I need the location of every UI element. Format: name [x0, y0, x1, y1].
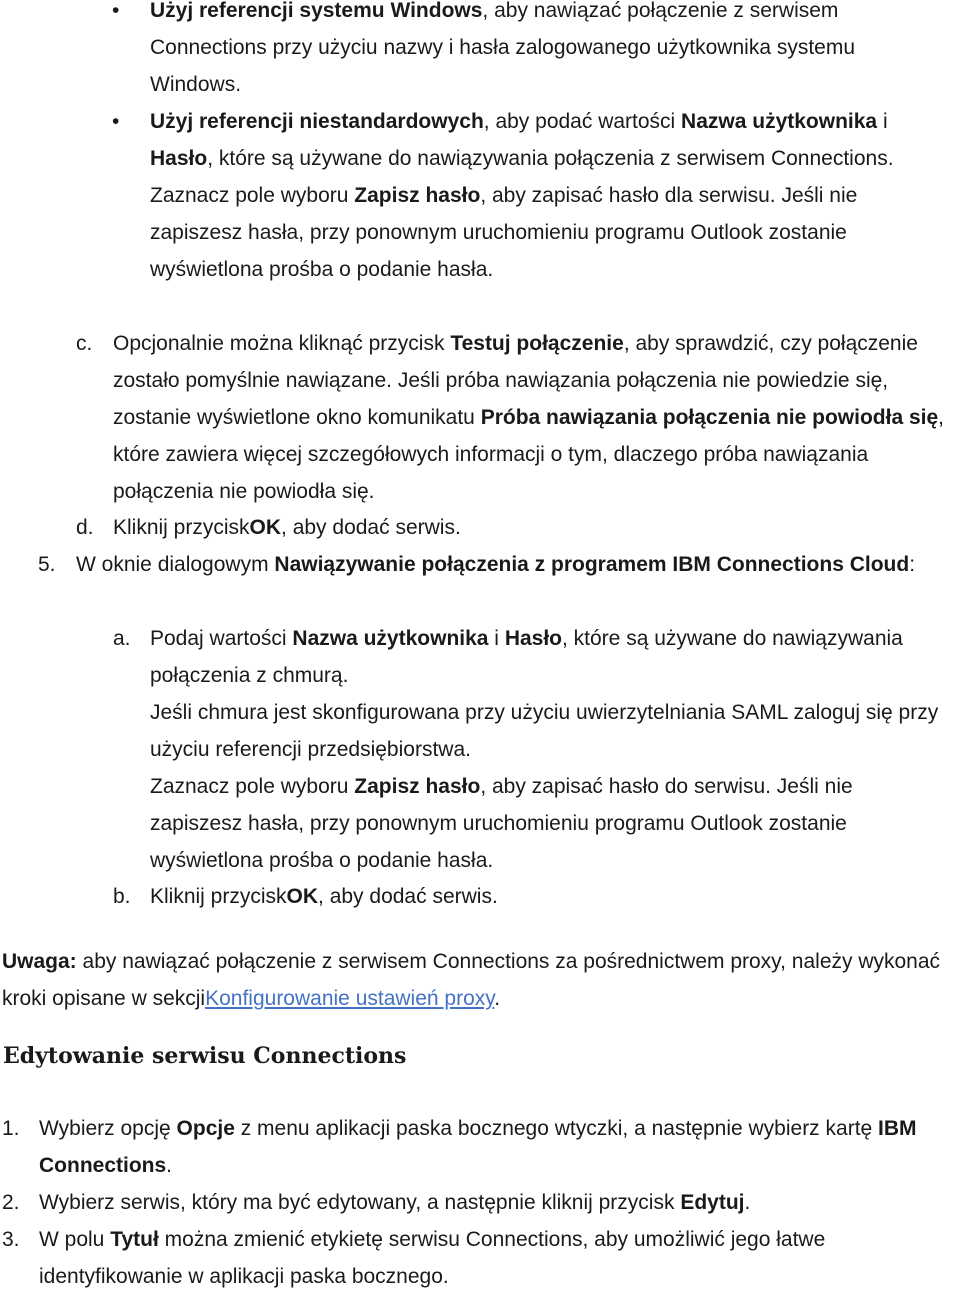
bullet-text: Użyj referencji systemu Windows, aby nawiązać połączenie z serwisem Connections przy użyciu nazwy i hasła zalogowanego użytkownika systemu Windows. — [150, 0, 856, 96]
step-text: Podaj wartości Nazwa użytkownika i Hasło, które są używane do nawiązywania połączenia z chmurą. — [150, 627, 903, 687]
step-marker: c. — [76, 332, 93, 355]
step-text: Wybierz opcję Opcje z menu aplikacji paska bocznego wtyczki, a następnie wybierz kartę IBM Connections. — [39, 1117, 917, 1177]
step-c — [0, 325, 960, 510]
step-text: W oknie dialogowym Nawiązywanie połączenia z programem IBM Connections Cloud: — [76, 553, 916, 576]
step-subparagraph: Zaznacz pole wyboru Zapisz hasło, aby zapisać hasło do serwisu. Jeśli nie zapiszesz hasła, przy ponownym uruchomieniu programu Outlook zostanie wyświetlona prośba o podanie hasła. — [150, 775, 853, 872]
proxy-settings-link[interactable]: Konfigurowanie ustawień proxy — [205, 987, 495, 1010]
step-text: W polu Tytuł można zmienić etykietę serwisu Connections, aby umożliwić jego łatwe identyfikowanie w aplikacji paska bocznego. — [39, 1228, 826, 1288]
step-text: Wybierz serwis, który ma być edytowany, a następnie kliknij przycisk Edytuj. — [39, 1191, 751, 1214]
step-text: Opcjonalnie można kliknąć przycisk Testuj połączenie, aby sprawdzić, czy połączenie zostało pomyślnie nawiązane. Jeśli próba nawiązania połączenia nie powiedzie się, zostanie wyświetlone okno komunikatu Próba nawiązania połączenia nie powiodła się, które zawiera więcej szczegółowych informacji o tym, dlaczego próba nawiązania połączenia nie powiodła się. — [113, 332, 945, 503]
section-item-2 — [0, 1184, 960, 1221]
note-label: Uwaga: — [2, 950, 77, 973]
bullet-marker: • — [112, 110, 120, 133]
bullet-marker: • — [112, 0, 120, 22]
step-marker: d. — [76, 516, 94, 539]
option-name: Użyj referencji systemu Windows — [150, 0, 483, 22]
step-marker: 3. — [2, 1228, 20, 1251]
section-title: Edytowanie serwisu Connections — [3, 1043, 407, 1069]
bullet-item-windows-credentials — [0, 0, 960, 103]
step-5b — [0, 878, 960, 915]
section-heading — [3, 1038, 960, 1075]
step-subparagraph: Jeśli chmura jest skonfigurowana przy użyciu uwierzytelniania SAML zaloguj się przy użyciu referencji przedsiębiorstwa. — [150, 701, 939, 761]
step-marker: 2. — [2, 1191, 20, 1214]
step-text: Kliknij przyciskOK, aby dodać serwis. — [150, 885, 498, 908]
step-d — [0, 509, 960, 546]
section-item-3 — [0, 1221, 960, 1295]
bullet-item-custom-credentials — [0, 103, 960, 288]
note-paragraph: Uwaga: aby nawiązać połączenie z serwisem Connections za pośrednictwem proxy, należy wykonać kroki opisane w sekcjiKonfigurowanie ustawień proxy. — [2, 950, 941, 1010]
step-text: Kliknij przyciskOK, aby dodać serwis. — [113, 516, 461, 539]
step-marker: 5. — [38, 553, 56, 576]
step-5 — [0, 546, 960, 583]
step-marker: a. — [113, 627, 131, 650]
bullet-subparagraph: Zaznacz pole wyboru Zapisz hasło, aby zapisać hasło dla serwisu. Jeśli nie zapiszesz hasła, przy ponownym uruchomieniu programu Outlook zostanie wyświetlona prośba o podanie hasła. — [150, 184, 858, 281]
step-marker: b. — [113, 885, 131, 908]
bullet-text: Użyj referencji niestandardowych, aby podać wartości Nazwa użytkownika i Hasło, które są używane do nawiązywania połączenia z serwisem Connections. — [150, 110, 894, 170]
step-5a — [0, 620, 960, 879]
section-item-1 — [0, 1110, 960, 1184]
step-marker: 1. — [2, 1117, 20, 1140]
